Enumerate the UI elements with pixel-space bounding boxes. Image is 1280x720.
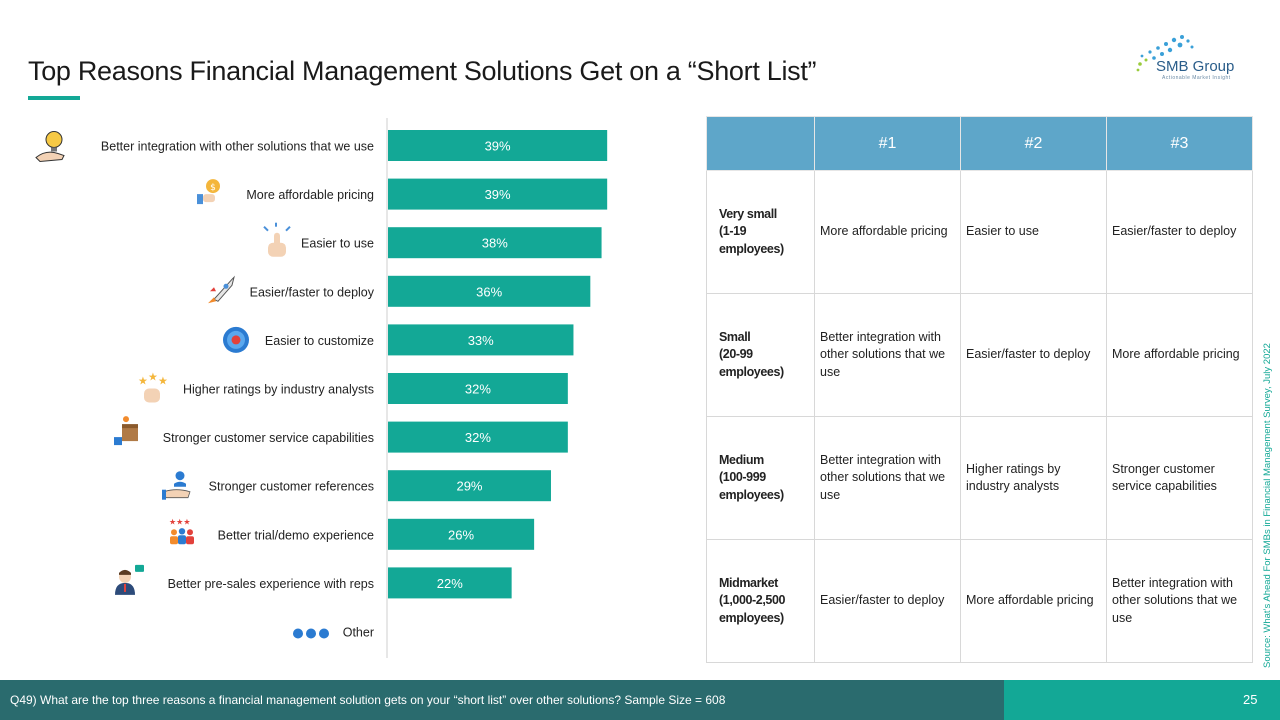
- category-label: Easier/faster to deploy: [249, 285, 374, 300]
- table-row: [707, 294, 1253, 417]
- rocket-icon: [208, 277, 234, 303]
- bar-data-label: 32%: [464, 381, 491, 397]
- rank-1-cell: Easier/faster to deploy: [815, 540, 961, 663]
- table-row: [707, 417, 1253, 540]
- category-label: More affordable pricing: [246, 188, 374, 203]
- table-header-empty: [707, 117, 815, 171]
- bar-data-label: 38%: [481, 235, 508, 251]
- rank-3-cell: More affordable pricing: [1107, 294, 1253, 417]
- category-label: Other: [342, 625, 374, 640]
- pointing-finger-icon: [264, 223, 290, 257]
- table-header-row: [707, 117, 1253, 171]
- table-header-rank-3: #3: [1107, 117, 1253, 171]
- logo-tagline: Actionable Market Insight: [1162, 75, 1231, 81]
- rank-3-cell: Better integration with other solutions that we use: [1107, 540, 1253, 663]
- title-underline: [28, 96, 80, 100]
- salesperson-icon: [115, 565, 144, 595]
- category-label: Better integration with other solutions that we use: [100, 139, 374, 154]
- svg-text:★★★: ★★★: [169, 517, 191, 527]
- rank-1-cell: Better integration with other solutions that we use: [815, 417, 961, 540]
- footer-accent-bar: [1004, 680, 1280, 720]
- coin-hand-icon: [197, 179, 220, 204]
- category-label: Better pre-sales experience with reps: [167, 576, 374, 591]
- rank-3-cell: Easier/faster to deploy: [1107, 171, 1253, 294]
- svg-text:$: $: [210, 183, 216, 194]
- bar-chart: [0, 118, 640, 658]
- category-label: Stronger customer service capabilities: [162, 431, 374, 446]
- bar-data-label: 36%: [476, 284, 503, 300]
- rank-2-cell: Higher ratings by industry analysts: [961, 417, 1107, 540]
- rank-2-cell: More affordable pricing: [961, 540, 1107, 663]
- bar-data-label: 26%: [448, 527, 475, 543]
- rank-3-cell: Stronger customer service capabilities: [1107, 417, 1253, 540]
- logo-name: SMB Group: [1156, 58, 1235, 75]
- stars-hand-icon: [138, 371, 168, 403]
- segment-cell: Midmarket (1,000-2,500 employees): [707, 540, 815, 663]
- category-label: Higher ratings by industry analysts: [182, 382, 374, 397]
- rank-2-cell: Easier/faster to deploy: [961, 294, 1107, 417]
- svg-text:★: ★: [138, 374, 148, 388]
- bar-data-label: 39%: [484, 138, 511, 154]
- category-label: Easier to customize: [264, 333, 374, 348]
- footer-question: Q49) What are the top three reasons a financial management solution gets on your “short list” over other solutions? Sample Size = 608: [10, 693, 726, 707]
- category-label: Better trial/demo experience: [217, 528, 374, 543]
- bar-data-label: 33%: [467, 332, 494, 348]
- gear-icon: [223, 327, 249, 353]
- three-dots-icon: [293, 629, 329, 639]
- page-title: Top Reasons Financial Management Solutions Get on a “Short List”: [28, 56, 817, 86]
- handshake-user-icon: [162, 471, 190, 500]
- table-header-rank-2: #2: [961, 117, 1107, 171]
- bar-data-label: 29%: [456, 478, 483, 494]
- bar-data-label: 32%: [464, 430, 491, 446]
- rank-2-cell: Easier to use: [961, 171, 1107, 294]
- source-note: Source: What’s Ahead For SMBs in Financial Management Survey, July 2022: [1262, 343, 1273, 668]
- category-label: Easier to use: [301, 236, 374, 251]
- bar-data-label: 39%: [484, 187, 511, 203]
- service-box-icon: [114, 416, 138, 445]
- table-row: [707, 540, 1253, 663]
- lightbulb-hand-icon: [36, 132, 64, 162]
- category-label: Stronger customer references: [208, 479, 374, 494]
- svg-text:★: ★: [158, 374, 168, 388]
- segment-cell: Small (20-99 employees): [707, 294, 815, 417]
- segment-table: [706, 116, 1253, 663]
- segment-cell: Very small (1-19 employees): [707, 171, 815, 294]
- rank-1-cell: More affordable pricing: [815, 171, 961, 294]
- rank-1-cell: Better integration with other solutions that we use: [815, 294, 961, 417]
- rated-people-icon: [169, 517, 194, 544]
- page-number: 25: [1243, 692, 1258, 707]
- svg-text:★: ★: [148, 370, 158, 384]
- segment-cell: Medium (100-999 employees): [707, 417, 815, 540]
- bar-data-label: 22%: [436, 575, 463, 591]
- table-header-rank-1: #1: [815, 117, 961, 171]
- table-row: [707, 171, 1253, 294]
